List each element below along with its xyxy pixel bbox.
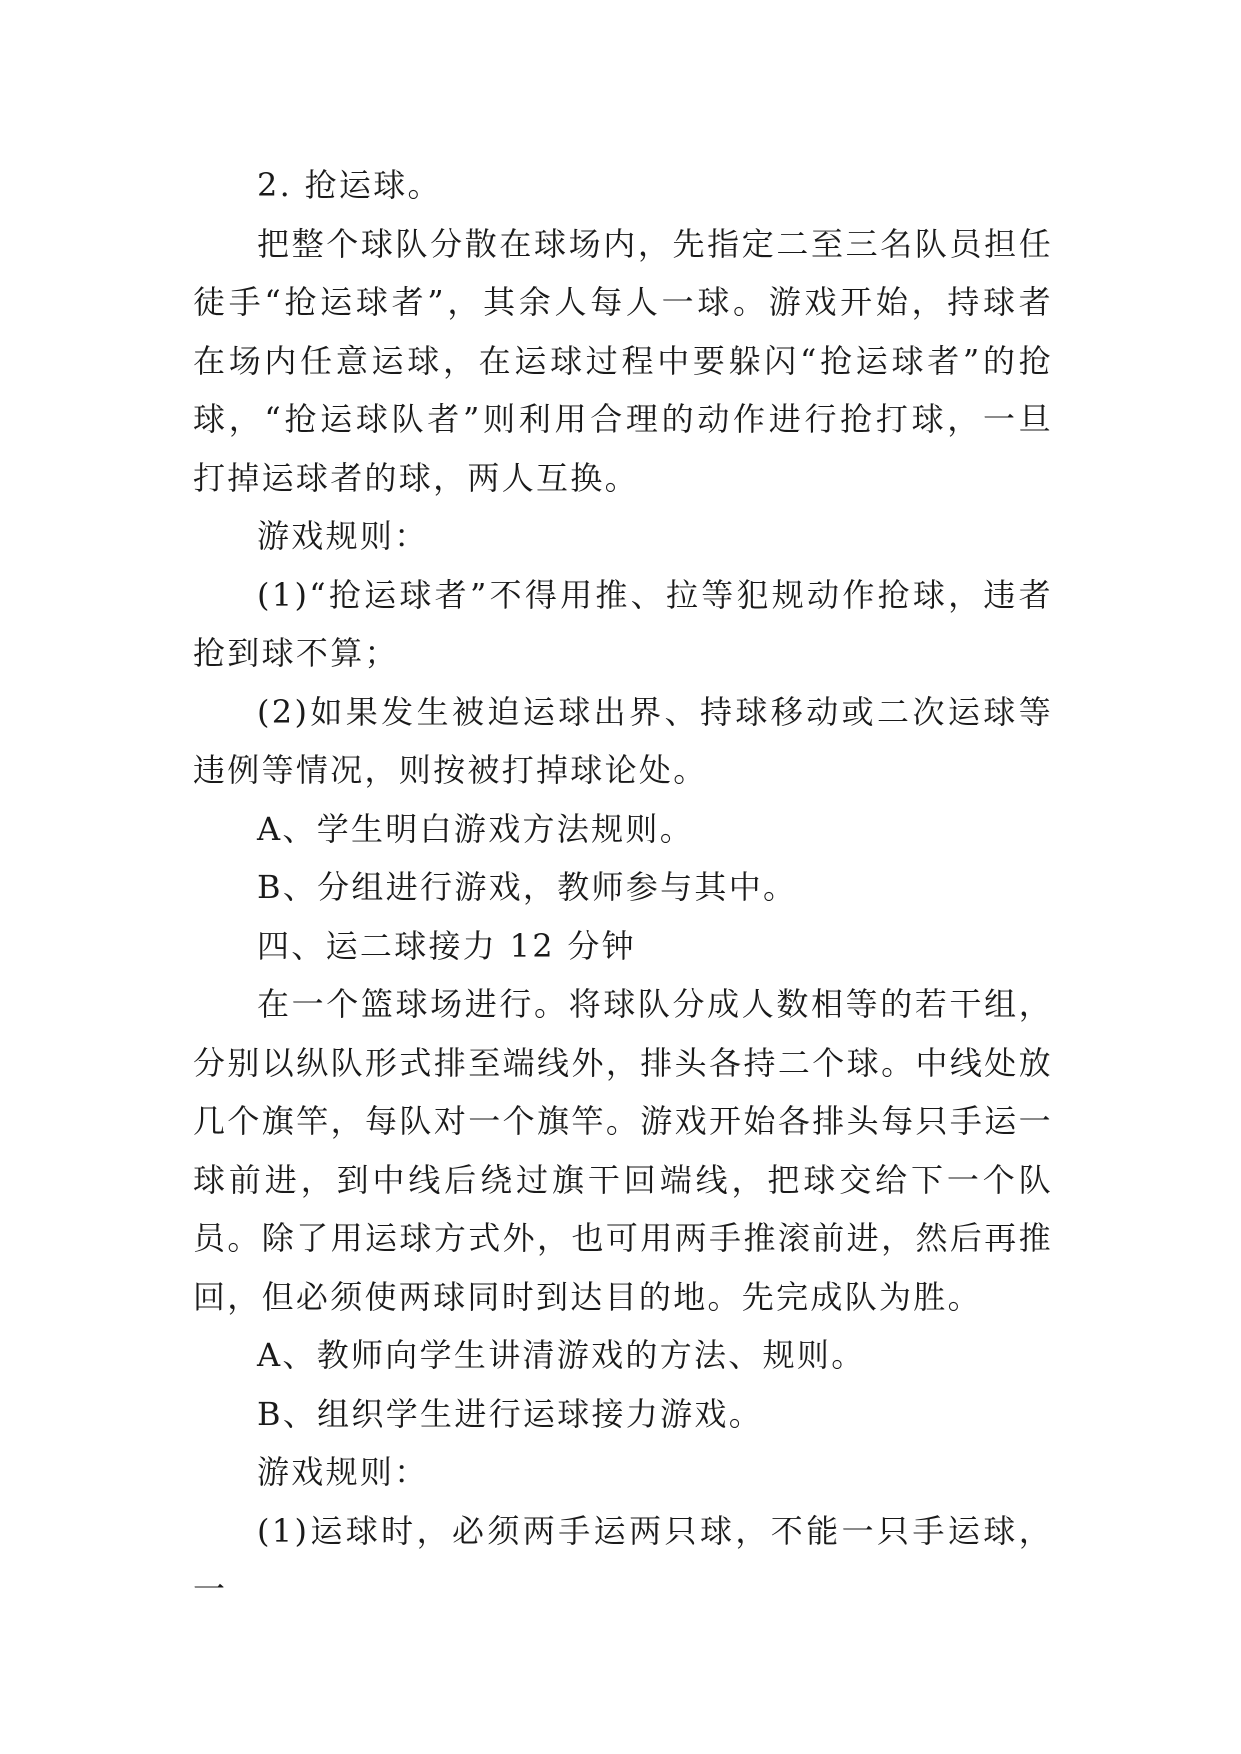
paragraph-section-heading: 四、运二球接力 12 分钟 bbox=[257, 926, 636, 965]
paragraph-rules-heading: 游戏规则： bbox=[257, 517, 429, 555]
paragraph-relay-step-a: A、教师向学生讲清游戏的方法、规则。 bbox=[257, 1336, 866, 1374]
document-body bbox=[193, 156, 1053, 1619]
paragraph-step-a: A、学生明白游戏方法规则。 bbox=[257, 809, 695, 848]
paragraph-relay-rules-heading: 游戏规则： bbox=[257, 1453, 429, 1491]
paragraph-section-title: 2. 抢运球。 bbox=[257, 166, 442, 204]
paragraph-relay-description: 在一个篮球场进行。将球队分成人数相等的若干组，分别以纵队形式排至端线外，排头各持二个球。中线处放几个旗竿，每队对一个旗竿。游戏开始各排头每只手运一球前进，到中线后绕过旗干回端线，把球交给下一个队员。除了用运球方式外，也可用两手推滚前进，然后再推回，但必须使两球同时到达目的地。先完成队为胜。 bbox=[193, 985, 1053, 1316]
paragraph-relay-rule-1: (1)运球时，必须两手运两只球，不能一只手运球，一 bbox=[193, 1511, 1053, 1608]
paragraph-rule-1: (1)“抢运球者”不得用推、拉等犯规动作抢球，违者抢到球不算； bbox=[193, 575, 1053, 672]
paragraph-relay-step-b: B、组织学生进行运球接力游戏。 bbox=[257, 1394, 764, 1433]
paragraph-rule-2: (2)如果发生被迫运球出界、持球移动或二次运球等违例等情况，则按被打掉球论处。 bbox=[193, 692, 1053, 789]
paragraph-step-b: B、分组进行游戏，教师参与其中。 bbox=[257, 868, 798, 906]
paragraph-game-description: 把整个球队分散在球场内，先指定二至三名队员担任徒手“抢运球者”，其余人每人一球。游戏开始，持球者在场内任意运球，在运球过程中要躲闪“抢运球者”的抢球，“抢运球队者”则利用合理的动作进行抢打球，一旦打掉运球者的球，两人互换。 bbox=[193, 224, 1053, 497]
